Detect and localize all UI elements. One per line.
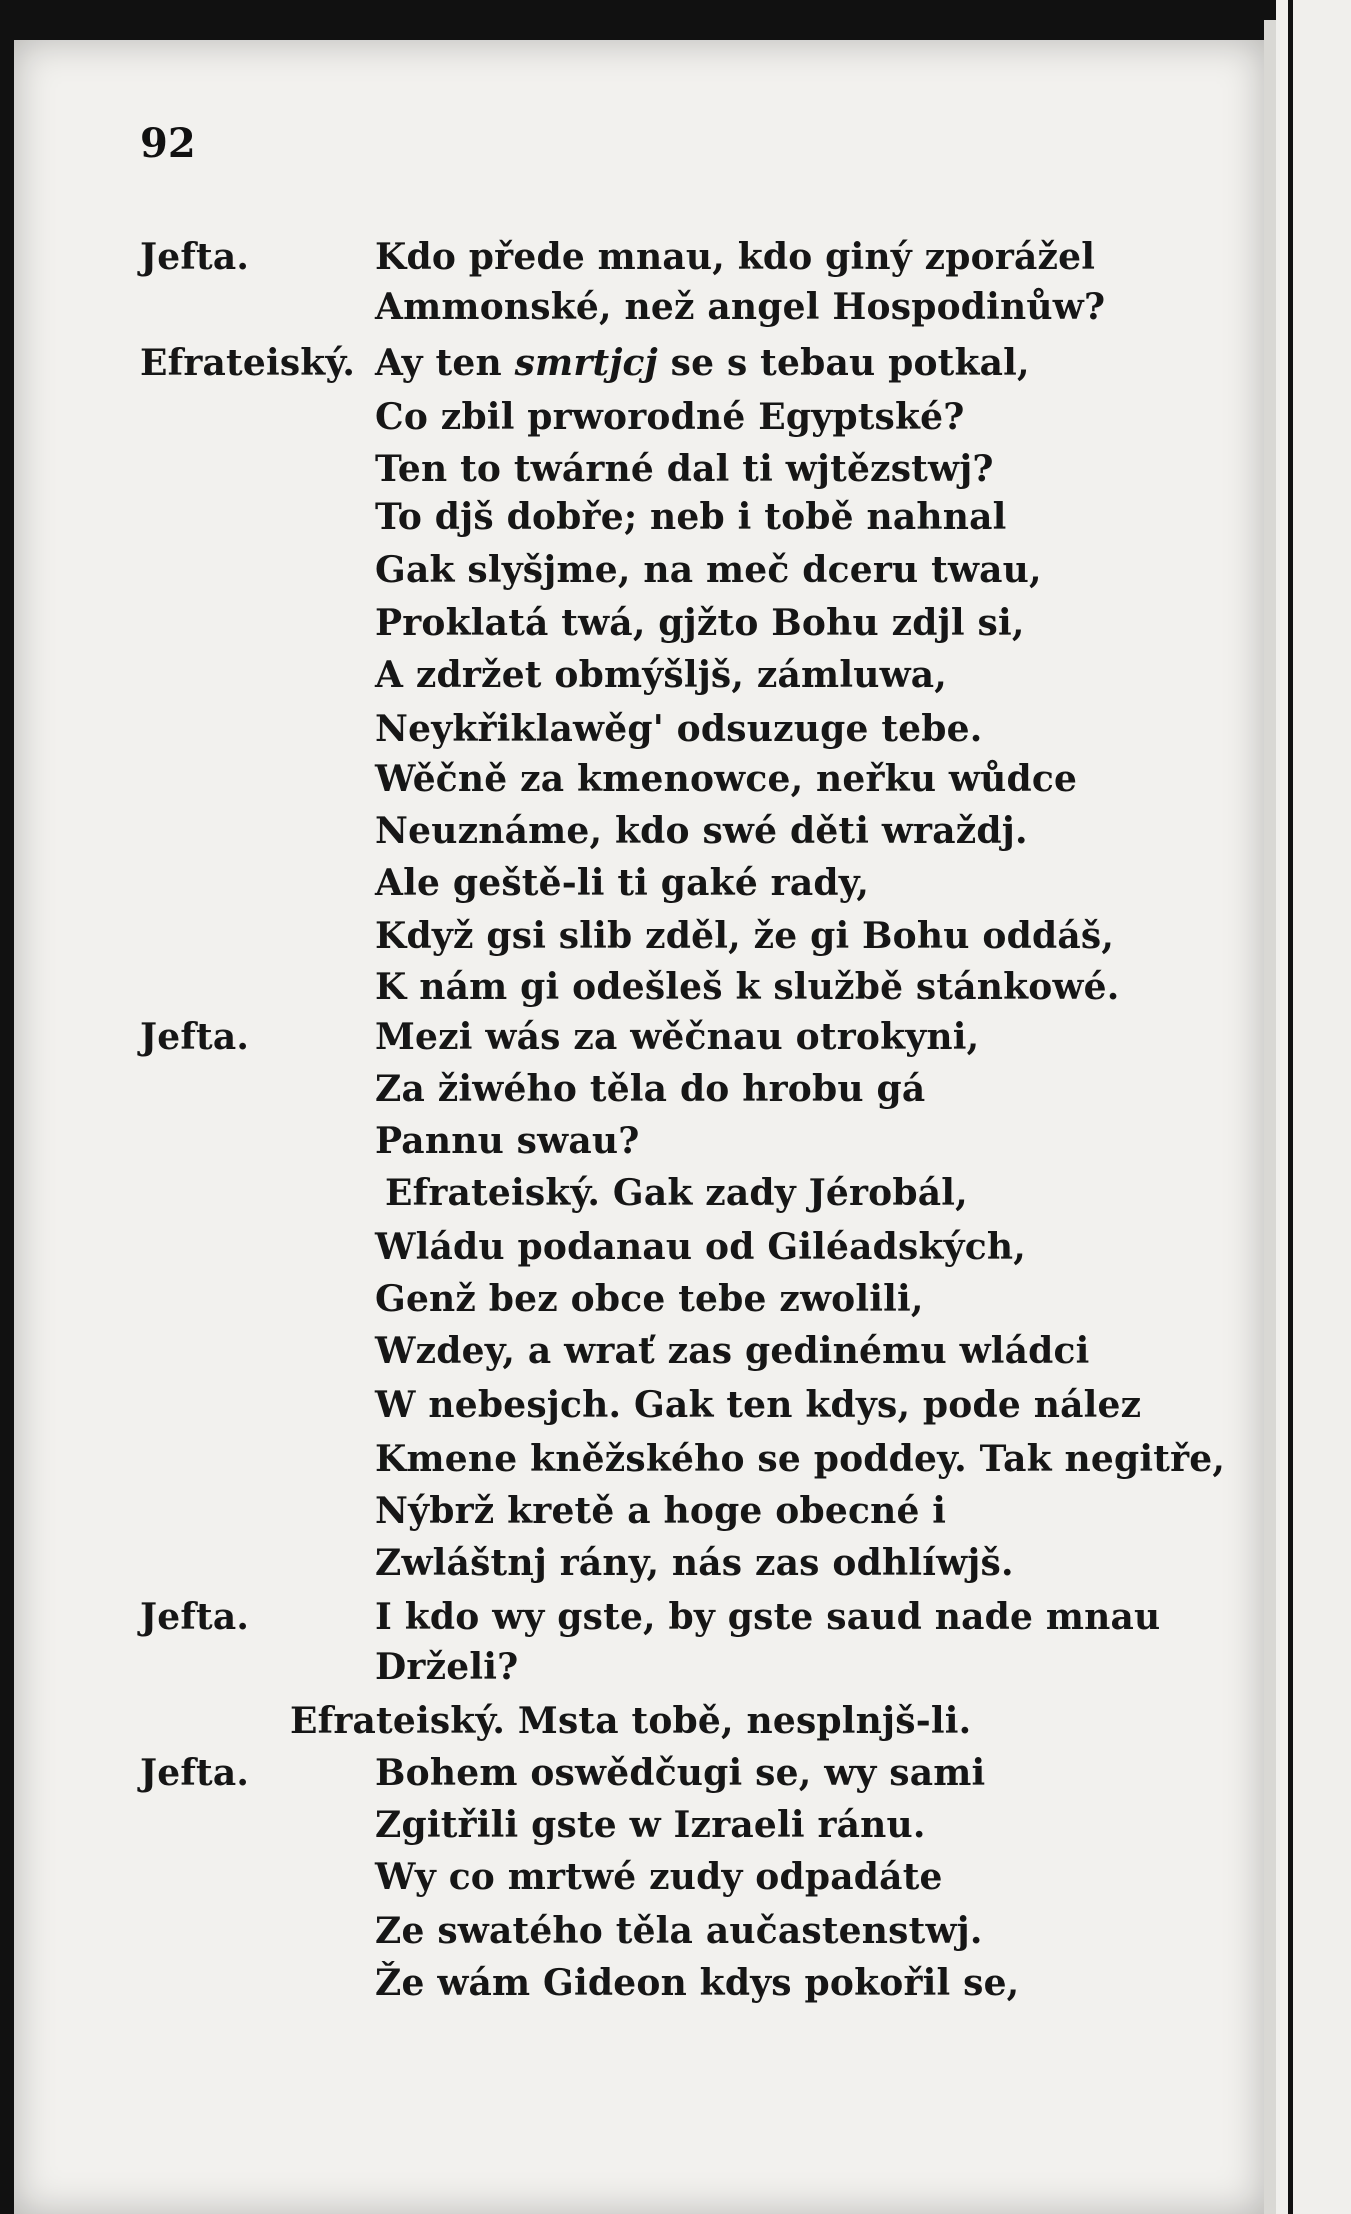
page-number: 92: [140, 120, 196, 167]
verse-text: Pannu swau?: [375, 1120, 640, 1162]
verse-text: Ze swatého těla aučastenstwj.: [375, 1910, 983, 1952]
verse-text: Ten to twárné dal ti wjtězstwj?: [375, 448, 994, 490]
emphasized-word: smrtjcj: [514, 342, 658, 384]
verse-text: Drželi?: [375, 1646, 519, 1688]
page-edge: [1264, 20, 1276, 2214]
verse-text: Nýbrž kretě a hoge obecné i: [375, 1490, 947, 1532]
verse-text: Zgitřili gste w Izraeli ránu.: [375, 1804, 926, 1846]
binding-line: [1288, 0, 1293, 2214]
speaker-name: Efrateiský.: [140, 342, 356, 384]
verse-text: Bohem oswědčugi se, wy sami: [375, 1752, 986, 1794]
verse-text: Wzdey, a wrať zas gedinému wládci: [375, 1330, 1090, 1372]
speaker-name: Jefta.: [140, 1596, 250, 1638]
verse-text: Že wám Gideon kdys pokořil se,: [375, 1962, 1020, 2004]
verse-text: Wěčně za kmenowce, neřku wůdce: [375, 758, 1078, 800]
verse-text: Kdo přede mnau, kdo giný zporážel: [375, 236, 1096, 278]
verse-text: Ale geště-li ti gaké rady,: [375, 862, 870, 904]
speaker-name: Jefta.: [140, 1016, 250, 1058]
verse-text: Když gsi slib zděl, že gi Bohu oddáš,: [375, 915, 1115, 957]
verse-text: Wy co mrtwé zudy odpadáte: [375, 1856, 943, 1898]
verse-text: Gak slyšjme, na meč dceru twau,: [375, 549, 1042, 591]
verse-text: Za žiwého těla do hrobu gá: [375, 1068, 926, 1110]
verse-text: Proklatá twá, gjžto Bohu zdjl si,: [375, 602, 1025, 644]
verse-text: [375, 342, 1030, 384]
verse-text: Ammonské, než angel Hospodinůw?: [375, 286, 1106, 328]
speaker-name: Jefta.: [140, 236, 250, 278]
adjacent-page-edge: [1276, 0, 1351, 2214]
verse-text: Efrateiský. Gak zady Jérobál,: [385, 1172, 968, 1214]
verse-text: W nebesjch. Gak ten kdys, pode nález: [375, 1384, 1142, 1426]
verse-text: I kdo wy gste, by gste saud nade mnau: [375, 1596, 1161, 1638]
speaker-name: Jefta.: [140, 1752, 250, 1794]
verse-text: To djš dobře; neb i tobě nahnal: [375, 496, 1007, 538]
verse-text: Efrateiský. Msta tobě, nesplnjš-li.: [290, 1700, 972, 1742]
verse-text: Wládu podanau od Giléadských,: [375, 1226, 1026, 1268]
verse-text: Co zbil prworodné Egyptské?: [375, 396, 965, 438]
verse-text: Neykřiklawěg' odsuzuge tebe.: [375, 708, 983, 750]
verse-text: Mezi wás za wěčnau otrokyni,: [375, 1016, 980, 1058]
verse-text: Zwláštnj rány, nás zas odhlíwjš.: [375, 1542, 1014, 1584]
verse-text: Kmene kněžského se poddey. Tak negitře,: [375, 1438, 1226, 1480]
verse-text: A zdržet obmýšljš, zámluwa,: [375, 654, 948, 696]
verse-text-part: Ay ten: [375, 342, 515, 384]
verse-text: Genž bez obce tebe zwolili,: [375, 1278, 924, 1320]
verse-text: Neuznáme, kdo swé děti wraždj.: [375, 810, 1028, 852]
verse-text-part: se s tebau potkal,: [657, 342, 1030, 384]
verse-text: K nám gi odešleš k službě stánkowé.: [375, 966, 1120, 1008]
